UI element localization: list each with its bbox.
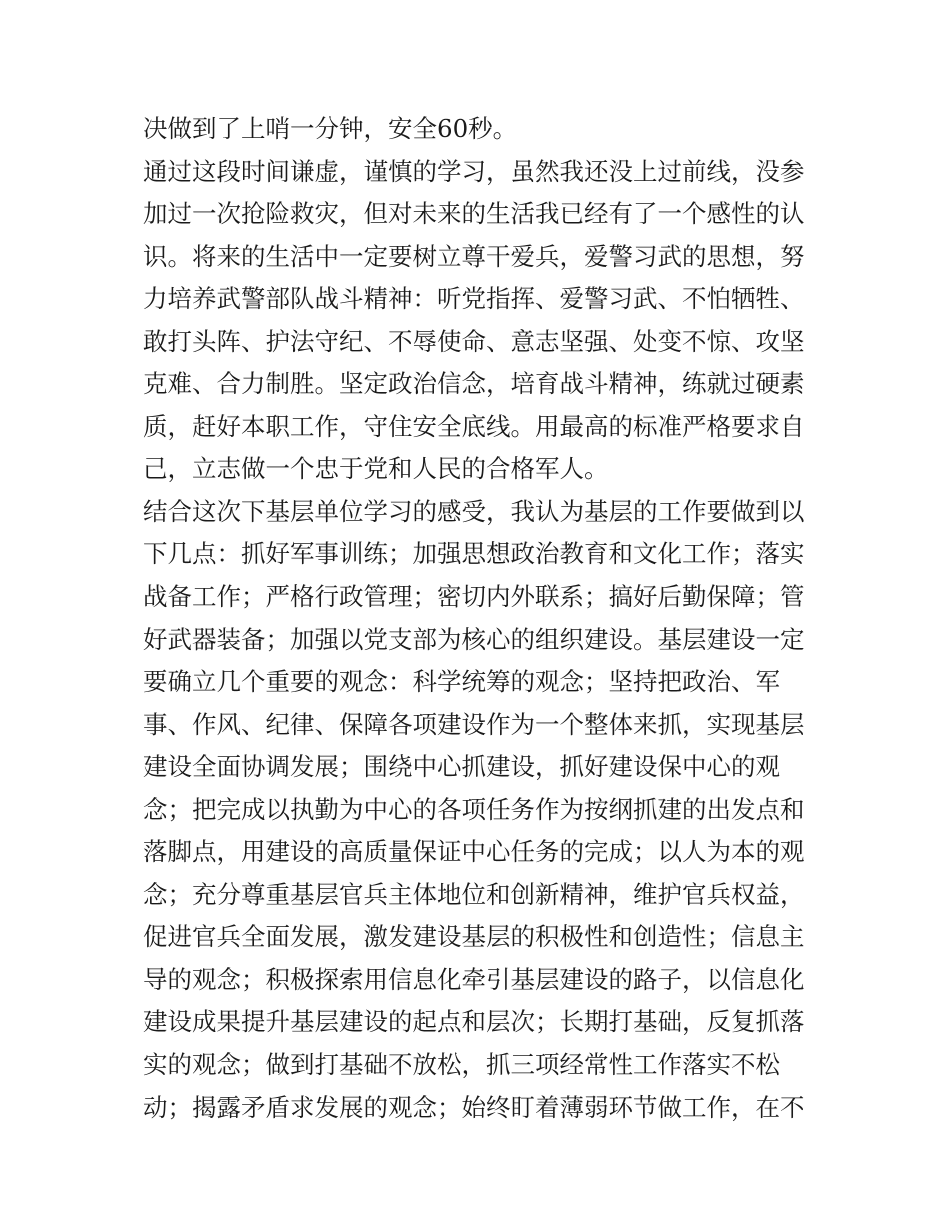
text-line: 战备工作；严格行政管理；密切内外联系；搞好后勤保障；管 — [143, 582, 805, 612]
text-line: 导的观念；积极探索用信息化牵引基层建设的路子，以信息化 — [143, 964, 805, 994]
text-line: 加过一次抢险救灾，但对未来的生活我已经有了一个感性的认 — [143, 199, 805, 229]
text-line: 识。将来的生活中一定要树立尊干爱兵，爱警习武的思想，努 — [143, 241, 805, 271]
text-line: 建设成果提升基层建设的起点和层次；长期打基础，反复抓落 — [143, 1007, 805, 1037]
text-line: 实的观念；做到打基础不放松，抓三项经常性工作落实不松 — [143, 1050, 780, 1080]
text-line: 念；把完成以执勤为中心的各项任务作为按纲抓建的出发点和 — [143, 794, 805, 824]
text-line: 己，立志做一个忠于党和人民的合格军人。 — [143, 454, 609, 484]
text-line: 决做到了上哨一分钟，安全60秒。 — [143, 114, 518, 143]
text-line: 好武器装备；加强以党支部为核心的组织建设。基层建设一定 — [143, 624, 805, 654]
text-line: 质，赶好本职工作，守住安全底线。用最高的标准严格要求自 — [143, 411, 805, 441]
text-line: 结合这次下基层单位学习的感受，我认为基层的工作要做到以 — [143, 496, 805, 526]
text-line: 敢打头阵、护法守纪、不辱使命、意志坚强、处变不惊、攻坚 — [143, 326, 805, 356]
body-text — [143, 108, 815, 1129]
text-line: 促进官兵全面发展，激发建设基层的积极性和创造性；信息主 — [143, 922, 805, 952]
text-line: 念；充分尊重基层官兵主体地位和创新精神，维护官兵权益， — [143, 879, 805, 909]
text-line: 落脚点，用建设的高质量保证中心任务的完成；以人为本的观 — [143, 837, 805, 867]
text-line: 动；揭露矛盾求发展的观念；始终盯着薄弱环节做工作，在不 — [143, 1092, 805, 1122]
text-line: 事、作风、纪律、保障各项建设作为一个整体来抓，实现基层 — [143, 709, 805, 739]
text-line: 通过这段时间谦虚，谨慎的学习，虽然我还没上过前线，没参 — [143, 156, 805, 186]
text-line: 克难、合力制胜。坚定政治信念，培育战斗精神，练就过硬素 — [143, 369, 805, 399]
text-line: 要确立几个重要的观念：科学统筹的观念；坚持把政治、军 — [143, 667, 780, 697]
text-line: 力培养武警部队战斗精神：听党指挥、爱警习武、不怕牺牲、 — [143, 284, 805, 314]
text-line: 建设全面协调发展；围绕中心抓建设，抓好建设保中心的观 — [143, 752, 780, 782]
text-line: 下几点：抓好军事训练；加强思想政治教育和文化工作；落实 — [143, 539, 805, 569]
